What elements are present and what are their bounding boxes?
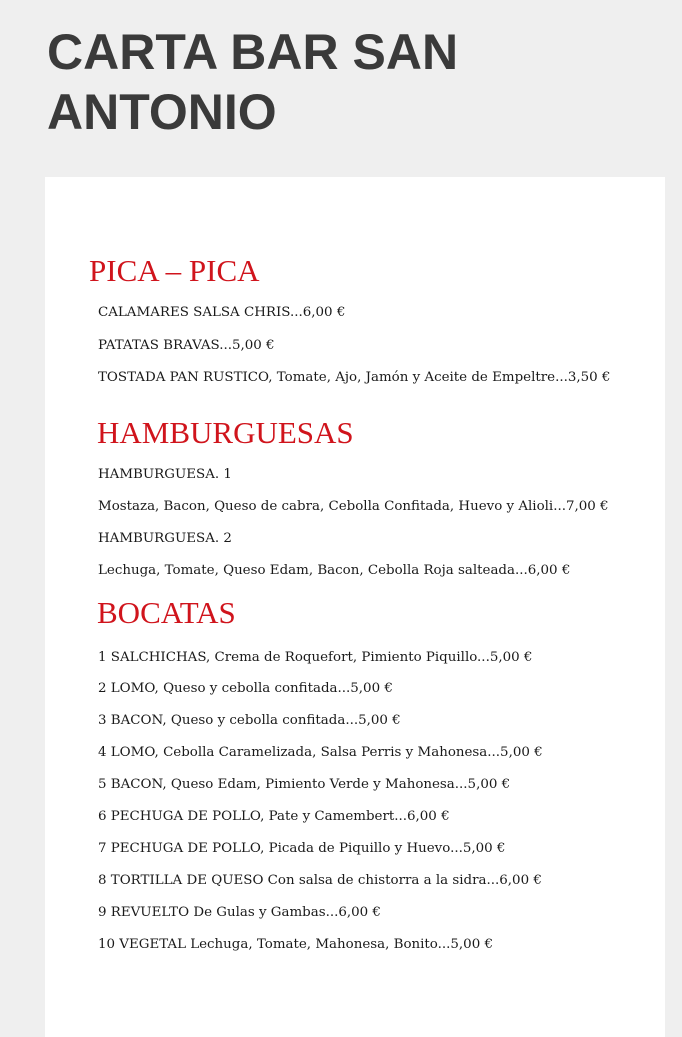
menu-item: 4 LOMO, Cebolla Caramelizada, Salsa Perris y Mahonesa...5,00 € [98, 745, 543, 760]
menu-item: 7 PECHUGA DE POLLO, Picada de Piquillo y Huevo...5,00 € [98, 841, 506, 856]
menu-item: 9 REVUELTO De Gulas y Gambas...6,00 € [98, 905, 381, 920]
menu-card [45, 177, 665, 1037]
menu-item: TOSTADA PAN RUSTICO, Tomate, Ajo, Jamón y Aceite de Empeltre...3,50 € [98, 370, 611, 385]
menu-item: Lechuga, Tomate, Queso Edam, Bacon, Cebolla Roja salteada...6,00 € [98, 563, 571, 578]
menu-item: HAMBURGUESA. 1 [98, 467, 232, 482]
menu-item: 5 BACON, Queso Edam, Pimiento Verde y Mahonesa...5,00 € [98, 777, 511, 792]
menu-item: 2 LOMO, Queso y cebolla confitada...5,00 € [98, 681, 393, 696]
section-heading-bocatas: BOCATAS [97, 595, 236, 630]
page-title: CARTA BAR SAN ANTONIO [47, 24, 459, 140]
menu-item: 10 VEGETAL Lechuga, Tomate, Mahonesa, Bonito...5,00 € [98, 937, 493, 952]
menu-item: 1 SALCHICHAS, Crema de Roquefort, Pimiento Piquillo...5,00 € [98, 650, 533, 665]
menu-item: Mostaza, Bacon, Queso de cabra, Cebolla Confitada, Huevo y Alioli...7,00 € [98, 499, 609, 514]
menu-item: 6 PECHUGA DE POLLO, Pate y Camembert...6,00 € [98, 809, 450, 824]
menu-item: 8 TORTILLA DE QUESO Con salsa de chistorra a la sidra...6,00 € [98, 873, 542, 888]
section-heading-hamburguesas: HAMBURGUESAS [97, 415, 354, 450]
menu-item: 3 BACON, Queso y cebolla confitada...5,00 € [98, 713, 401, 728]
menu-item: PATATAS BRAVAS...5,00 € [98, 338, 275, 353]
menu-item: CALAMARES SALSA CHRIS...6,00 € [98, 305, 346, 320]
section-heading-pica-pica: PICA – PICA [89, 253, 260, 288]
menu-item: HAMBURGUESA. 2 [98, 531, 232, 546]
